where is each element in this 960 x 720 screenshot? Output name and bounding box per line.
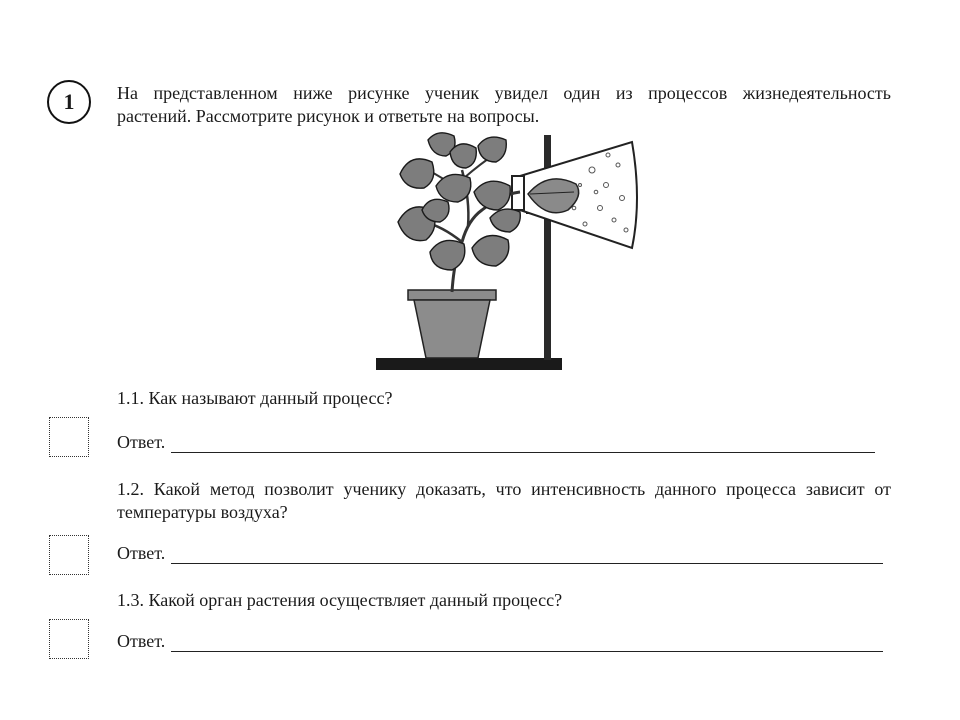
task-intro <box>117 82 891 128</box>
question-1-1-text: 1.1. Как называют данный процесс? <box>117 388 393 408</box>
answer-input-1-2[interactable] <box>171 545 883 564</box>
question-1-3 <box>117 589 891 612</box>
answer-row-1-1 <box>117 432 875 453</box>
flower-pot <box>408 290 496 358</box>
question-1-3-text: 1.3. Какой орган растения осуществляет данный процесс? <box>117 590 563 610</box>
question-1-2-line-2: температуры воздуха? <box>117 502 288 522</box>
intro-line-1: На представленном ниже рисунке ученик увидел один из процессов жизнедеятельность <box>117 83 891 103</box>
plant-experiment-illustration <box>370 130 660 380</box>
plant-leaves <box>398 133 520 270</box>
answer-label-1-2: Ответ. <box>117 543 166 563</box>
task-number-badge <box>47 80 91 124</box>
stand-base <box>376 358 562 370</box>
answer-input-1-3[interactable] <box>171 633 883 652</box>
answer-input-1-1[interactable] <box>171 434 875 453</box>
answer-label-1-1: Ответ. <box>117 432 166 452</box>
question-1-2-line-1: 1.2. Какой метод позволит ученику доказать, что интенсивность данного процесса зависит от <box>117 479 891 499</box>
answer-label-1-3: Ответ. <box>117 631 166 651</box>
question-1-2 <box>117 478 891 524</box>
answer-row-1-3 <box>117 631 883 652</box>
score-box-1-1[interactable] <box>49 417 89 457</box>
question-1-1 <box>117 387 891 410</box>
score-box-1-3[interactable] <box>49 619 89 659</box>
flask <box>512 142 637 248</box>
answer-row-1-2 <box>117 543 883 564</box>
intro-line-2: растений. Рассмотрите рисунок и ответьте на вопросы. <box>117 106 540 126</box>
task-number: 1 <box>63 89 75 114</box>
score-box-1-2[interactable] <box>49 535 89 575</box>
